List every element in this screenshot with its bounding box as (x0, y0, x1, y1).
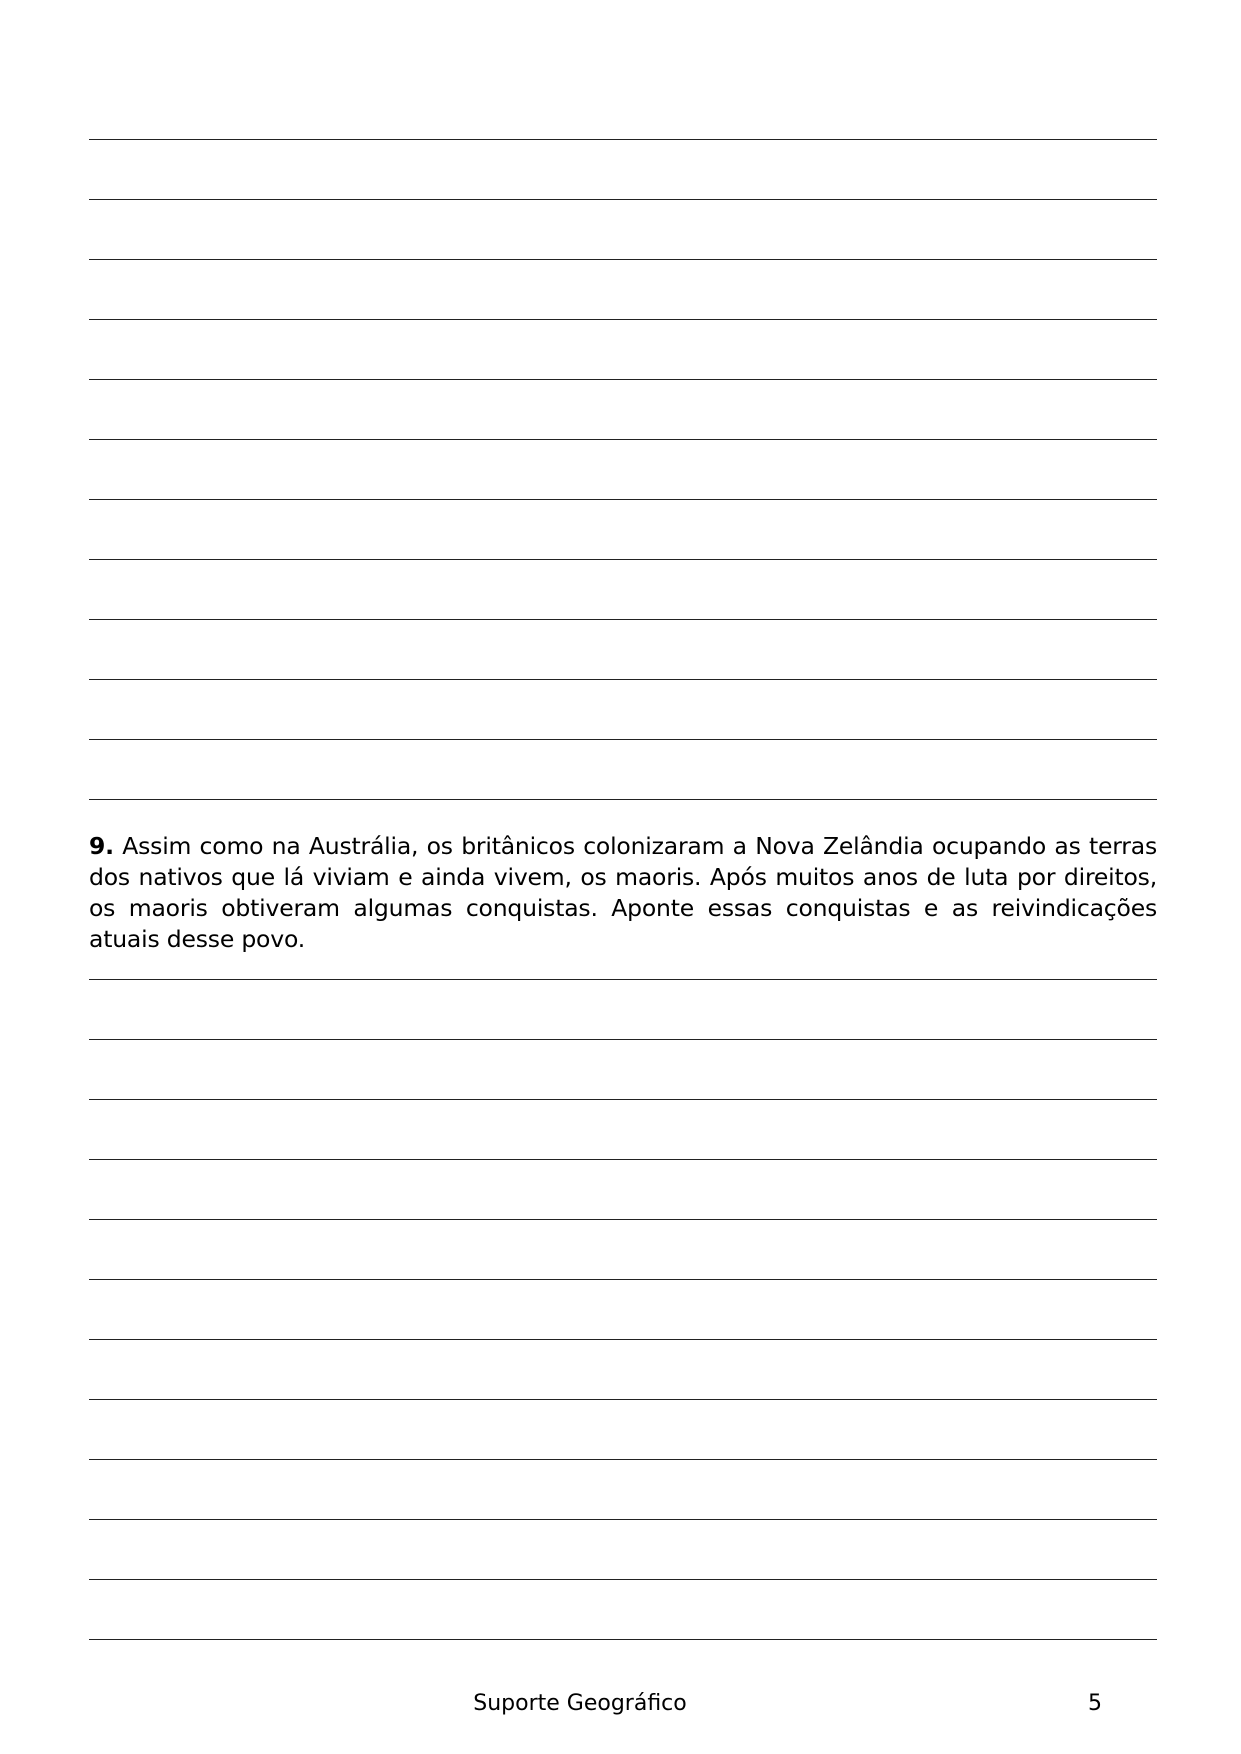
answer-line (89, 80, 1157, 140)
answer-line (89, 1160, 1157, 1220)
answer-line (89, 260, 1157, 320)
answer-line (89, 680, 1157, 740)
answer-line (89, 380, 1157, 440)
answer-line (89, 560, 1157, 620)
answer-line (89, 1040, 1157, 1100)
answer-line (89, 440, 1157, 500)
answer-lines-previous-question (89, 80, 1157, 800)
question-text: Assim como na Austrália, os britânicos colonizaram a Nova Zelândia ocupando as terras dos nativos que lá viviam e ainda vivem, os maoris. Após muitos anos de luta por direitos, os maoris obtiveram algumas conquistas. Aponte essas conquistas e as reivindicações atuais desse povo. (89, 832, 1157, 953)
answer-line (89, 1460, 1157, 1520)
answer-line (89, 740, 1157, 800)
footer-title: Suporte Geográfico (473, 1691, 687, 1716)
answer-line (89, 140, 1157, 200)
answer-line (89, 1400, 1157, 1460)
answer-line (89, 320, 1157, 380)
answer-line (89, 1340, 1157, 1400)
page-number: 5 (1088, 1691, 1102, 1716)
question-number: 9. (89, 832, 114, 860)
answer-line (89, 1100, 1157, 1160)
answer-line (89, 1520, 1157, 1580)
answer-line (89, 1220, 1157, 1280)
answer-line (89, 200, 1157, 260)
answer-lines-question-9 (89, 920, 1157, 1640)
answer-line (89, 920, 1157, 980)
answer-line (89, 1580, 1157, 1640)
answer-line (89, 1280, 1157, 1340)
answer-line (89, 980, 1157, 1040)
answer-line (89, 500, 1157, 560)
answer-line (89, 620, 1157, 680)
